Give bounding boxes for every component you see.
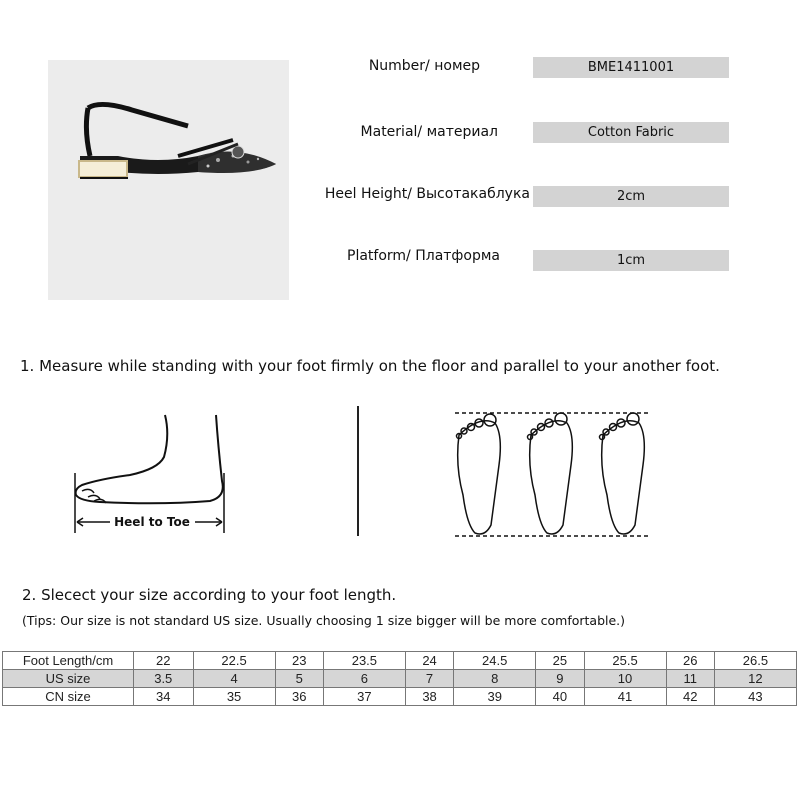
table-cell: 3.5	[134, 670, 194, 688]
table-cell: 40	[536, 688, 584, 706]
table-cell: 35	[193, 688, 275, 706]
tips-text: (Tips: Our size is not standard US size. Usually choosing 1 size bigger will be more comfortable.)	[22, 613, 626, 628]
table-cell: 37	[323, 688, 405, 706]
table-cell: 43	[714, 688, 796, 706]
shoe-image	[48, 60, 289, 300]
table-cell: 11	[666, 670, 714, 688]
table-cell: 22.5	[193, 652, 275, 670]
table-cell: 39	[454, 688, 536, 706]
table-cell: 9	[536, 670, 584, 688]
step-2-text: 2. Slecect your size according to your foot length.	[22, 586, 397, 604]
table-cell: 42	[666, 688, 714, 706]
table-cell: 24	[405, 652, 453, 670]
table-cell: 10	[584, 670, 666, 688]
size-table	[2, 651, 797, 706]
spec-value-material: Cotton Fabric	[533, 122, 729, 143]
table-cell: 34	[134, 688, 194, 706]
table-cell: 25	[536, 652, 584, 670]
table-row	[3, 652, 797, 670]
table-cell: 38	[405, 688, 453, 706]
row-label: US size	[3, 670, 134, 688]
table-cell: 25.5	[584, 652, 666, 670]
table-cell: 23.5	[323, 652, 405, 670]
table-cell: 7	[405, 670, 453, 688]
spec-value-platform: 1cm	[533, 250, 729, 271]
divider	[357, 406, 359, 536]
table-cell: 26	[666, 652, 714, 670]
row-label: Foot Length/cm	[3, 652, 134, 670]
heel-to-toe-label: Heel to Toe	[114, 515, 190, 529]
table-cell: 24.5	[454, 652, 536, 670]
spec-label-material: Material/ материал	[360, 124, 498, 140]
table-cell: 5	[275, 670, 323, 688]
spec-label-number: Number/ номер	[368, 58, 480, 74]
spec-label-platform: Platform/ Платформа	[347, 248, 500, 264]
table-cell: 8	[454, 670, 536, 688]
spec-value-number: BME1411001	[533, 57, 729, 78]
table-row	[3, 670, 797, 688]
table-cell: 6	[323, 670, 405, 688]
table-cell: 22	[134, 652, 194, 670]
foot-side-diagram	[60, 405, 240, 540]
spec-label-heel-height: Heel Height/ Высотакаблука	[324, 186, 530, 202]
spec-value-heel-height: 2cm	[533, 186, 729, 207]
table-cell: 36	[275, 688, 323, 706]
table-cell: 26.5	[714, 652, 796, 670]
table-cell: 41	[584, 688, 666, 706]
table-row	[3, 688, 797, 706]
product-photo	[48, 60, 289, 300]
table-cell: 4	[193, 670, 275, 688]
row-label: CN size	[3, 688, 134, 706]
step-1-text: 1. Measure while standing with your foot firmly on the floor and parallel to your another foot.	[20, 357, 720, 375]
table-cell: 23	[275, 652, 323, 670]
table-cell: 12	[714, 670, 796, 688]
foot-soles-diagram	[445, 405, 665, 545]
